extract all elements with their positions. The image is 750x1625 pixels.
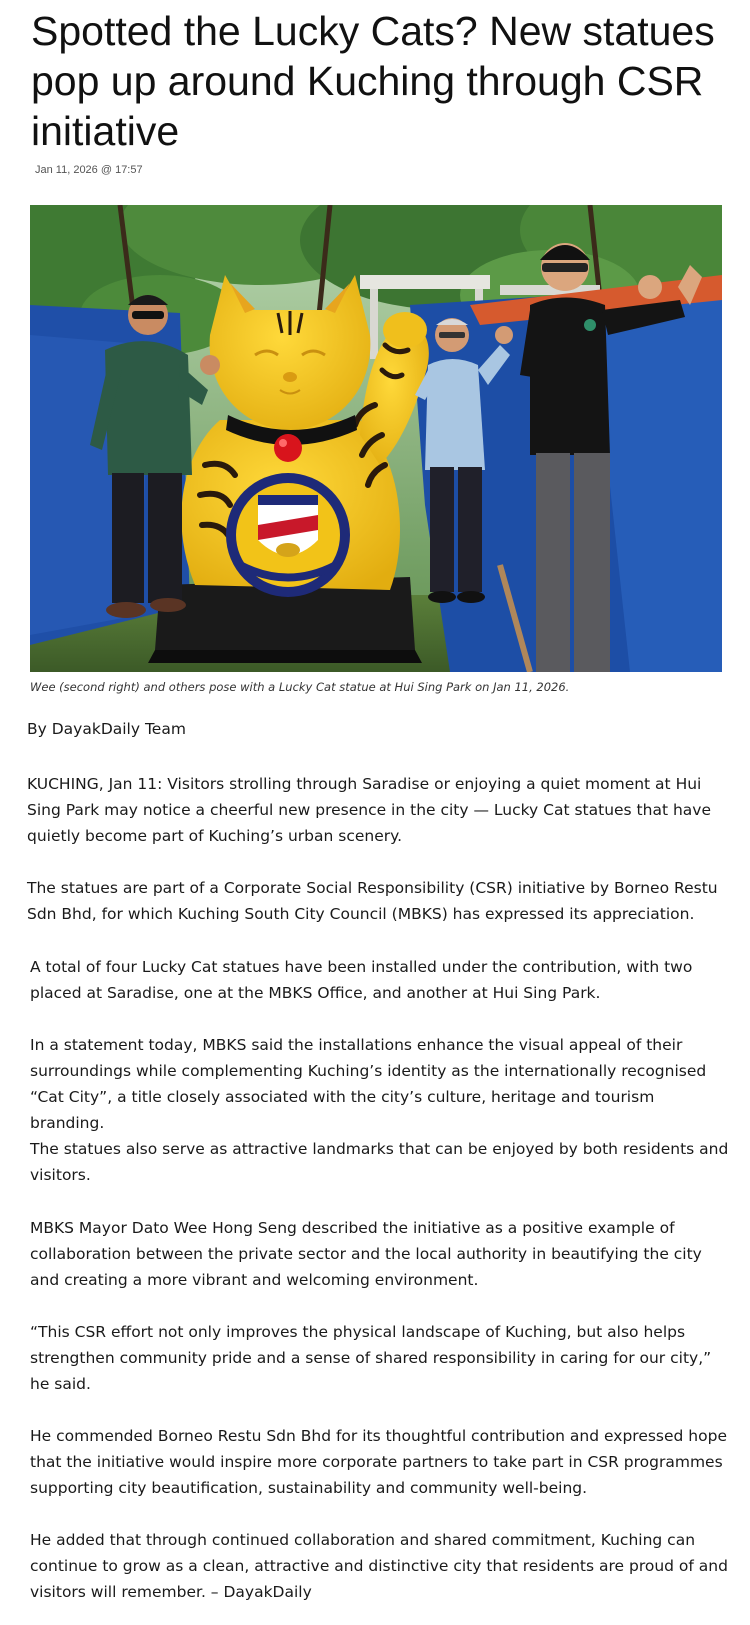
lucky-cat-statue — [181, 275, 428, 597]
bell-highlight — [279, 439, 287, 447]
pedestal-base — [148, 650, 422, 663]
lucky-cat-photo-illustration — [30, 205, 722, 672]
photo-caption: Wee (second right) and others pose with a Lucky Cat statue at Hui Sing Park on Jan 11, 2026. — [30, 680, 570, 694]
article-paragraph: He commended Borneo Restu Sdn Bhd for its thoughtful contribution and expressed hope that the initiative would inspire more corporate partners to take part in CSR programmes supporting city beautification, sustainability and community well-being. — [30, 1427, 727, 1497]
article-photo[interactable] — [30, 205, 722, 672]
article-paragraph: MBKS Mayor Dato Wee Hong Seng described the initiative as a positive example of collaboration between the private sector and the local authority in beautifying the city and creating a more vibrant and welcoming environment. — [30, 1219, 702, 1289]
article-paragraph: “This CSR effort not only improves the physical landscape of Kuching, but also helps strengthen community pride and a sense of shared responsibility in caring for our city,” he said. — [30, 1323, 712, 1393]
article-paragraph: In a statement today, MBKS said the installations enhance the visual appeal of their surroundings while complementing Kuching’s identity as the internationally recognised “Cat City”, a title closely associated with the city’s culture, heritage and tourism branding. — [30, 1036, 707, 1132]
article-paragraph: The statues are part of a Corporate Social Responsibility (CSR) initiative by Borneo Restu Sdn Bhd, for which Kuching South City Council (MBKS) has expressed its appreciation. — [27, 879, 718, 923]
article-paragraph: He added that through continued collaboration and shared commitment, Kuching can continue to grow as a clean, attractive and distinctive city that residents are proud of and visitors will remember. – DayakDaily — [30, 1531, 728, 1601]
cat-bell — [274, 434, 302, 462]
article-paragraph: The statues also serve as attractive landmarks that can be enjoyed by both residents and visitors. — [30, 1140, 729, 1184]
article-headline: Spotted the Lucky Cats? New statues pop up around Kuching through CSR initiative — [31, 8, 715, 154]
article-dateline: Jan 11, 2026 @ 17:57 — [35, 164, 143, 176]
article-byline: By DayakDaily Team — [27, 720, 186, 738]
article-paragraph: A total of four Lucky Cat statues have been installed under the contribution, with two placed at Saradise, one at the MBKS Office, and another at Hui Sing Park. — [30, 958, 693, 1002]
article-paragraph: KUCHING, Jan 11: Visitors strolling through Saradise or enjoying a quiet moment at Hui Sing Park may notice a cheerful new presence in the city — Lucky Cat statues that have quietly become part of Kuching’s urban scenery. — [27, 775, 711, 845]
